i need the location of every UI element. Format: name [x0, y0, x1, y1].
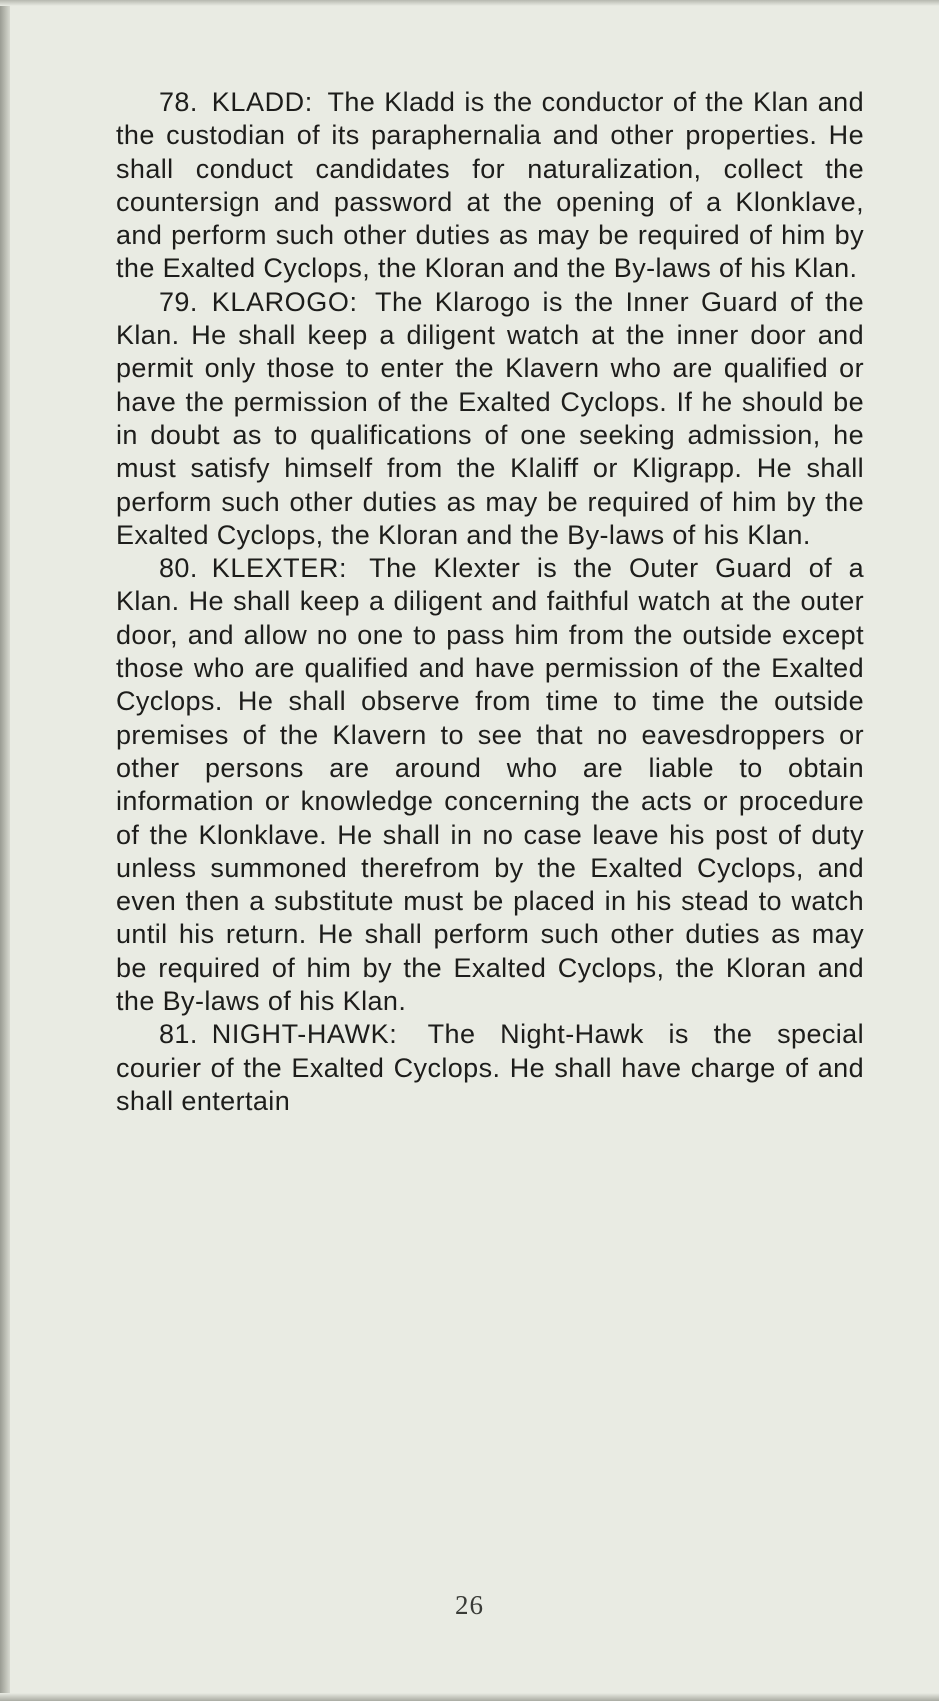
section-body: The Klarogo is the Inner Guard of the Klan. He shall keep a diligent watch at the inner door and permit only those to enter the Klavern who are qualified or have the permission of the Exalted Cyclops. If he should be in doubt as to qualifications of one seeking admission, he must satisfy himself from the Klaliff or Kligrapp. He shall perform such other duties as may be required of him by the Exalted Cyclops, the Kloran and the By-laws of his Klan.	[116, 286, 864, 550]
section-number: 78.	[159, 87, 198, 117]
page-text	[116, 86, 864, 1118]
section-81	[116, 1018, 864, 1118]
page-number: 26	[455, 1590, 484, 1620]
section-heading: KLAROGO:	[211, 286, 358, 317]
section-body: The Kladd is the conductor of the Klan and the custodian of its paraphernalia and other properties. He shall conduct candidates for naturalization, collect the countersign and password at the opening of a Klonklave, and perform such other duties as may be required of him by the Exalted Cyclops, the Kloran and the By-laws of his Klan.	[116, 87, 864, 284]
section-heading: NIGHT-HAWK:	[211, 1019, 398, 1050]
section-body: The Night-Hawk is the special courier of the Exalted Cyclops. He shall have charge of and shall entertain	[116, 1019, 864, 1116]
section-number: 79.	[159, 286, 198, 317]
section-79	[116, 286, 864, 552]
page-bottom-edge	[0, 1693, 939, 1701]
page-top-edge	[0, 0, 939, 6]
section-body: The Klexter is the Outer Guard of a Klan. He shall keep a diligent and faithful watch at the outer door, and allow no one to pass him from the outside except those who are qualified and have permission of the Exalted Cyclops. He shall observe from time to time the outside premises of the Klavern to see that no eavesdroppers or other persons are around who are liable to obtain information or knowledge concerning the acts or procedure of the Klonklave. He shall in no case leave his post of duty unless summoned therefrom by the Exalted Cyclops, and even then a substitute must be placed in his stead to watch until his return. He shall perform such other duties as may be required of him by the Exalted Cyclops, the Kloran and the By-laws of his Klan.	[116, 553, 864, 1017]
section-number: 81.	[159, 1019, 198, 1050]
section-number: 80.	[159, 553, 198, 584]
section-78	[116, 86, 864, 286]
section-80	[116, 552, 864, 1018]
section-heading: KLADD:	[211, 87, 313, 117]
section-heading: KLEXTER:	[211, 553, 348, 584]
page-left-edge	[0, 0, 10, 1701]
